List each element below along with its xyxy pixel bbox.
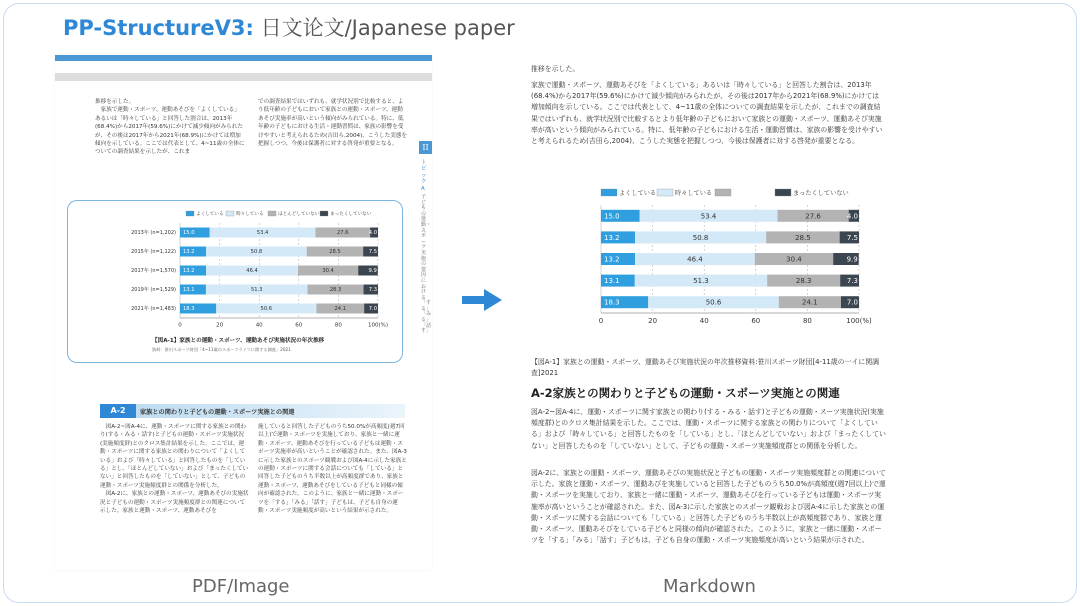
data-label: 28.5 bbox=[795, 233, 811, 242]
legend-swatch bbox=[775, 189, 791, 196]
legend-label: よくしている bbox=[619, 190, 657, 197]
data-label: 53.4 bbox=[256, 230, 269, 237]
x-tick-label: 80 bbox=[802, 317, 812, 325]
x-tick-label: 0 bbox=[178, 322, 182, 329]
pdf-column-1: 推移を示した。 家族で運動・スポーツ、運動あそびを「よくしている」あるいは「時々している」と回答した割合は、2013年(68.4%)から2017年(59.6%)にかけて減少傾向がみられたが、その後は2017年から2021年(68.9%)にかけては増加傾向を示している。ここでは代表として、4~11歳の全体についての調査結果を示したが、これま bbox=[95, 99, 245, 156]
chapter-tab-text: トピックA bbox=[421, 160, 427, 192]
legend-label: まったくしていない bbox=[330, 212, 372, 217]
data-label: 53.4 bbox=[700, 212, 717, 221]
pdf-column-3: 図A-2~図A-4に、運動・スポーツに関する家族との関わり(する・みる・話す)と子どもの運動・スポーツ実施状況(実施頻度群)とのクロス集計結果を示した。ここでは、運動・スポーツに関する家族との関わりについて「よくしている」および「時々している」と回答したものを「している」とし、「ほとんどしていない」および「まったくしていない」と回答したものを「していない」として、子どもの運動・スポーツ実施頻度群との関係を分析した。 図A-2に、家族との運動・スポーツ、運動あそびの実施状況と子どもの運動・スポーツ実施頻度群との関連について示した。家族と運動・スポーツ、運動あそびを bbox=[100, 424, 249, 515]
category-label: 2021年 (n=1,483) bbox=[131, 306, 176, 312]
x-tick-label: 40 bbox=[255, 322, 263, 329]
pdf-page bbox=[55, 55, 432, 570]
pdf-image-label: PDF/Image bbox=[192, 576, 290, 597]
category-label: 2019年 (n=1,529) bbox=[131, 287, 176, 293]
data-label: 4.0 bbox=[846, 212, 858, 221]
x-tick-label: 20 bbox=[648, 317, 658, 325]
data-label: 28.5 bbox=[329, 249, 341, 256]
data-label: 50.8 bbox=[250, 249, 263, 256]
data-label: 13.2 bbox=[604, 255, 620, 264]
data-label: 13.2 bbox=[604, 233, 620, 242]
data-label: 13.1 bbox=[604, 277, 620, 286]
pdf-column-4: 施していると回答した子どものうち50.0%が高頻度(週7回以上)で運動・スポーツを実施しており、家族と一緒に運動・スポーツ、運動あそびを行っている子どもは運動・スポーツ実施率が高いということが確認された。また、図A-3に示した家族とのスポーツ観戦および図A-4に示した家族との運動・スポーツに関する会話についても「している」と回答した子どものうち半数以上が高頻度群であり、家族と運動・スポーツ、運動あそびをしている子どもと同様の傾向が確認された。このように、家族と一緒に運動・スポーツを「する」「みる」「話す」子どもは、子ども自身の運動・スポーツ実施頻度が高いという結果が示された。 bbox=[258, 424, 407, 515]
data-label: 7.5 bbox=[368, 249, 377, 256]
data-label: 50.8 bbox=[692, 233, 709, 242]
legend-swatch bbox=[320, 211, 328, 216]
x-tick-label: 100(%) bbox=[846, 317, 872, 325]
markdown-label: Markdown bbox=[663, 576, 756, 597]
legend-swatch bbox=[226, 211, 234, 216]
md-paragraph-3: 図A-2~図A-4に、運動・スポーツに関す家族との関わり(する・みる・話す)と子どもの運動・スーツ実施状況(実施頻度群)とのクロス集計結果を示した。ここでは、運動・スポーツに関する家族との関わりについて「よくしている」および「時々している」と回答したものを「している」とし、「ほとんどしていない」および「まったくしていない」と回答したものを「していない」として、子どもの運動・スポーツ実施頻度群との関係を分析した。 bbox=[531, 408, 886, 450]
data-label: 50.6 bbox=[260, 306, 273, 313]
data-label: 9.9 bbox=[846, 255, 858, 264]
data-label: 18.3 bbox=[183, 306, 195, 313]
pdf-chart-box bbox=[67, 200, 403, 363]
section-number: A-2 bbox=[100, 404, 136, 418]
pdf-column-2: での調査結果ではいずれも、就学状況別で比較すると、より低年齢の子どもにおいて家族との運動・スポーツ、運動あそび実施率が高いという傾向がみられている。特に、低年齢の子どもにおける生活・運動習慣は、家族の影響を受けやすいと考えられるため(吉田ら,2004)、こうした実態を把握しつつ、今後は保護者に対する啓発が重要となる。 bbox=[258, 99, 408, 148]
pdf-chart bbox=[68, 201, 404, 364]
data-label: 24.1 bbox=[334, 306, 347, 313]
category-label: 2015年 (n=1,122) bbox=[131, 249, 176, 255]
data-label: 27.6 bbox=[336, 230, 349, 237]
data-label: 7.0 bbox=[368, 306, 377, 313]
brand-text: PP-StructureV3: bbox=[63, 16, 254, 40]
legend-swatch bbox=[657, 189, 673, 196]
md-paragraph-1: 推移を示した。 bbox=[531, 65, 580, 73]
legend-swatch bbox=[268, 211, 276, 216]
page-title bbox=[63, 12, 515, 42]
data-label: 30.4 bbox=[786, 255, 802, 264]
data-label: 28.3 bbox=[329, 287, 342, 294]
subtitle-text: 日文论文/Japanese paper bbox=[253, 16, 515, 40]
x-tick-label: 40 bbox=[699, 317, 709, 325]
legend-swatch bbox=[601, 189, 617, 196]
md-paragraph-4: 図A-2に、家族との運動・スポーツ、運動あそびの実施状況と子どもの運動・スポーツ実施頻度群との関連について示した。家族と運動・スポーツ、運動あびを実施していると回答した子どものうち50.0%が高頻度(週7回以上)で運動・スポーツを実施しており、家族と一緒に運動・スポーツ、運動あそびを行っている子どもは運動・スポーツ実施率が高いということが確認された。また、図A-3に示した家族とのスポーツ観戦および図A-4に示した家族との運動・スポーツに関する会話についても「している」と回答した子どものうち半数以上が高頻度群であり、家族と運動・スポーツ、運動あそびをしている子どもと同様の傾向が確認された。このように、家族と一緒に運動・スポーツを「する」「みる」「話す」子どもは、子ども自身の運動・スポーツ実施頻度が高いという結果が示された。 bbox=[531, 469, 886, 545]
x-tick-label: 60 bbox=[751, 317, 761, 325]
x-tick-label: 0 bbox=[598, 317, 604, 325]
x-tick-label: 60 bbox=[295, 322, 303, 329]
chart-source: 資料：笹川スポーツ財団「4~11歳のスポーツライフに関する調査」2021 bbox=[152, 347, 291, 352]
data-label: 30.4 bbox=[322, 268, 334, 275]
header-bar bbox=[55, 55, 432, 61]
category-label: 2013年 (n=1,202) bbox=[131, 230, 176, 236]
chapter-tab: II bbox=[419, 141, 432, 154]
data-label: 7.0 bbox=[846, 298, 858, 307]
chart-title: 【図A-1】家族との運動・スポーツ、運動あそび実施状況の年次推移 bbox=[152, 338, 325, 344]
data-label: 4.0 bbox=[368, 230, 377, 237]
section-title: 家族との関わりと子どもの運動・スポーツ実施との関連 bbox=[140, 409, 295, 416]
category-label: 2017年 (n=1,570) bbox=[131, 268, 176, 274]
data-label: 9.9 bbox=[368, 268, 377, 275]
data-label: 46.4 bbox=[246, 268, 258, 275]
data-label: 13.2 bbox=[183, 249, 195, 256]
right-arrow-icon bbox=[462, 289, 502, 311]
pdf-section-heading bbox=[100, 404, 405, 418]
data-label: 24.1 bbox=[802, 298, 818, 307]
data-label: 51.3 bbox=[250, 287, 263, 294]
x-tick-label: 20 bbox=[216, 322, 224, 329]
side-running-text: 子どもの運動・スポーツ実施の要因における「する」「みる」「話す」 bbox=[421, 194, 432, 335]
legend-label: よくしている bbox=[196, 212, 224, 217]
md-chart bbox=[579, 183, 872, 335]
legend-swatch bbox=[186, 211, 194, 216]
data-label: 13.1 bbox=[183, 287, 195, 294]
data-label: 27.6 bbox=[805, 212, 821, 221]
legend-label: ほとんどしていない bbox=[278, 212, 320, 217]
md-caption: 【図A-1】家族との運動・スポーツ、運動あそび実施状況の年次推移資料:笹川スポーツ財団[4-11歳の一イに関調査]2021 bbox=[531, 358, 880, 378]
legend-label: 時々している bbox=[236, 212, 264, 217]
data-label: 15.0 bbox=[183, 230, 195, 237]
data-label: 50.6 bbox=[705, 298, 722, 307]
x-tick-label: 80 bbox=[334, 322, 342, 329]
header-gray-bar bbox=[55, 73, 432, 81]
data-label: 7.3 bbox=[846, 277, 858, 286]
md-paragraph-2: 家族で運動・スポーツ、運動あそびを「よくしている」あるいは「時々している」と回答した割合は、2013年(68.4%)から2017年(59.6%)にかけて減少傾向がみられたが、その後は2017年から2021年(68.9%)にかけては増加傾向を示している。ここでは代表として、4~11歳の全体についての調査結果を示したが、これまでの調査結果ではいずれも、就学状況別で比較するとより低年齢の子どもにおいて家族との運動・スポーツ、運動あそび実施率が高いという傾向がみられている。特に、低年齢の子どもにおける生活・運動習慣は、家族の影響を受けやすいと考えられるため(吉田ら,2004)、こうした実態を把握しつつ、今後は保護者に対する啓発が重要となる。 bbox=[531, 81, 883, 146]
legend-label: 時々している bbox=[675, 190, 713, 197]
x-tick-label: 100(%) bbox=[367, 322, 389, 329]
md-heading: A-2家族との関わりと子どもの運動・スポーツ実施との関連 bbox=[531, 386, 840, 400]
data-label: 7.5 bbox=[846, 233, 858, 242]
legend-label: まったくしていない bbox=[793, 190, 849, 197]
data-label: 46.4 bbox=[687, 255, 703, 264]
markdown-page bbox=[519, 55, 894, 570]
data-label: 51.3 bbox=[693, 277, 709, 286]
legend-swatch bbox=[715, 189, 731, 196]
data-label: 7.3 bbox=[368, 287, 377, 294]
data-label: 18.3 bbox=[604, 298, 620, 307]
data-label: 13.2 bbox=[183, 268, 195, 275]
data-label: 15.0 bbox=[604, 212, 620, 221]
data-label: 28.3 bbox=[795, 277, 812, 286]
